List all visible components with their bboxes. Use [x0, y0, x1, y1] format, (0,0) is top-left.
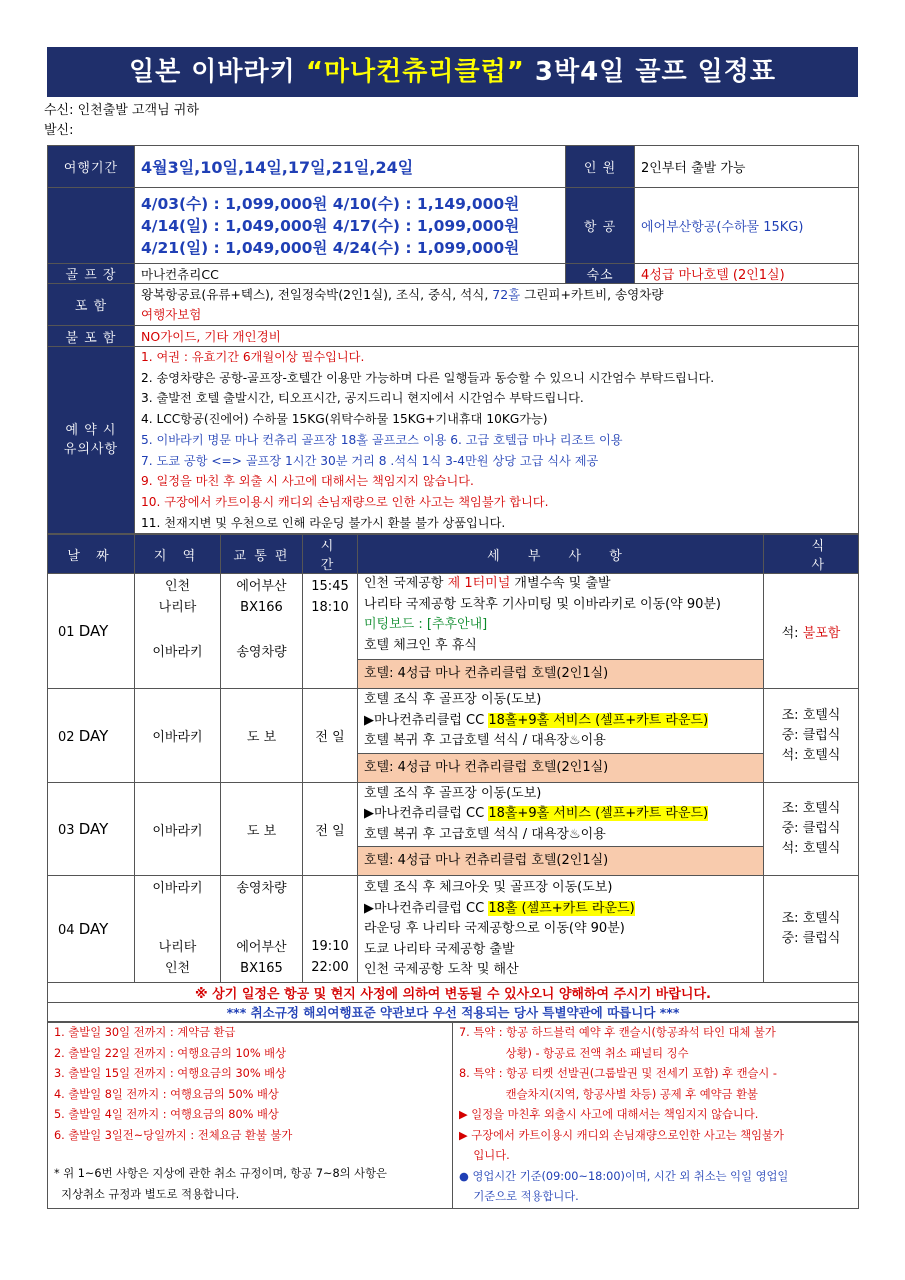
- note-item: 10. 구장에서 카트이용시 캐디외 손님재량으로 인한 사고는 책임불가 합니다.: [141, 494, 549, 509]
- transport-bottom: 송영차량: [236, 645, 287, 661]
- golf-line: ▶마나컨츄리클럽 CC 18홀+9홀 서비스 (셀프+카트 라운드): [364, 712, 709, 728]
- cancel-rule: 캔슬차지(지역, 항공사별 차등) 공제 후 예약금 환불: [459, 1087, 758, 1101]
- cancel-note: 지상취소 규정과 별도로 적용합니다.: [54, 1187, 240, 1201]
- cancel-rule: 6. 출발일 3일전~당일까지 : 전체요금 환불 불가: [54, 1128, 293, 1142]
- price-row: 4/03(수) : 1,099,000원 4/10(수) : 1,149,000원: [141, 194, 520, 213]
- cancel-rule: 2. 출발일 22일 전까지 : 여행요금의 10% 배상: [54, 1046, 286, 1060]
- note-item: 2. 송영차량은 공항-골프장-호텔간 이용만 가능하며 다른 일행들과 동승할 수 있으니 시간엄수 부탁드립니다.: [141, 370, 715, 385]
- cancel-rule: 상황) - 항공료 전액 취소 패널티 징수: [459, 1046, 689, 1060]
- incl-holes: 72홀: [492, 286, 521, 302]
- region-cell: [135, 574, 221, 689]
- region-top: 인천 나리타: [158, 579, 197, 616]
- detail-cell: [358, 782, 764, 876]
- transport-cell: [221, 876, 303, 983]
- transport-cell: 도 보: [221, 689, 303, 783]
- detail-line: 인천 국제공항 도착 및 해산: [364, 962, 519, 978]
- hotel-line: 호텔: 4성급 마나 컨츄리클럽 호텔(2인1실): [358, 659, 763, 688]
- incl-value: [135, 284, 859, 326]
- meeting-board: 미팅보드 : [추후안내]: [364, 617, 488, 633]
- cancel-rule: ● 영업시간 기준(09:00~18:00)이며, 시간 외 취소는 익일 영업일: [459, 1169, 789, 1183]
- day-number: 03 DAY: [48, 782, 135, 876]
- detail-line: 호텔 체크인 후 휴식: [364, 637, 477, 653]
- stay-value: 4성급 마나호텔 (2인1실): [635, 264, 859, 284]
- cancel-rule: 3. 출발일 15일 전까지 : 여행요금의 30% 배상: [54, 1067, 286, 1081]
- detail-line: 호텔 조식 후 골프장 이동(도보): [364, 785, 542, 801]
- detail-line: 나리타 국제공항 도착후 기사미팅 및 이바라키로 이동(약 90분): [364, 596, 722, 612]
- cancel-rule: 7. 특약 : 항공 하드블럭 예약 후 캔슬시(항공좌석 타인 대체 불가: [459, 1026, 776, 1040]
- day-row: [48, 689, 859, 783]
- cancel-note: * 위 1~6번 사항은 지상에 관한 취소 규정이며, 항공 7~8의 사항은: [54, 1167, 387, 1181]
- cancel-rule: 4. 출발일 8일 전까지 : 여행요금의 50% 배상: [54, 1087, 279, 1101]
- col-detail: 세 부 사 항: [358, 535, 764, 574]
- region-cell: 이바라키: [135, 689, 221, 783]
- time-cell: 19:10 22:00: [303, 876, 358, 983]
- transport-top: 송영차량: [236, 881, 287, 897]
- transport-top: 에어부산 BX166: [236, 579, 287, 616]
- col-transport: 교 통 편: [221, 535, 303, 574]
- stay-label: 숙소: [566, 264, 635, 284]
- detail-cell: [358, 574, 764, 689]
- cancel-title: *** 취소규정 해외여행표준 약관보다 우선 적용되는 당사 특별약관에 따릅니다 ***: [48, 1003, 859, 1022]
- cancel-rule: 5. 출발일 4일 전까지 : 여행요금의 80% 배상: [54, 1108, 279, 1122]
- excl-value: NO가이드, 기타 개인경비: [135, 326, 859, 347]
- sender: 발신:: [44, 123, 74, 138]
- document: [44, 47, 858, 1209]
- region-cell: 이바라키: [135, 782, 221, 876]
- note-item: 1. 여권 : 유효기간 6개월이상 필수입니다.: [141, 350, 365, 364]
- hotel-line: 호텔: 4성급 마나 컨츄리클럽 호텔(2인1실): [358, 753, 763, 782]
- period-label: 여행기간: [48, 146, 135, 188]
- region-top: 이바라키: [152, 881, 203, 897]
- time-cell: 전 일: [303, 782, 358, 876]
- col-time: 시 간: [303, 535, 358, 574]
- price-label-cell: [48, 188, 135, 264]
- time-cell: 15:45 18:10: [303, 574, 358, 689]
- detail-cell: [358, 876, 764, 983]
- schedule-table: [47, 534, 859, 1022]
- golf-line: ▶마나컨츄리클럽 CC 18홀+9홀 서비스 (셀프+카트 라운드): [364, 806, 709, 822]
- day-row: [48, 876, 859, 983]
- detail-cell: [358, 689, 764, 783]
- notes-label-line: 예 약 시: [65, 423, 117, 439]
- col-date: 날 짜: [48, 535, 135, 574]
- note-item: 4. LCC항공(진에어) 수하물 15KG(위탁수하물 15KG+기내휴대 10KG가능): [141, 412, 548, 427]
- meal-cell: 조: 호텔식 중: 클럽식 석: 호텔식: [764, 689, 859, 783]
- hotel-line: 호텔: 4성급 마나 컨츄리클럽 호텔(2인1실): [358, 846, 763, 875]
- col-region: 지 역: [135, 535, 221, 574]
- golf-label: 골 프 장: [48, 264, 135, 284]
- detail-line: 인천 국제공항 제 1터미널 개별수속 및 출발: [364, 576, 611, 592]
- cancel-rule: ▶ 일정을 마친후 외출시 사고에 대해서는 책임지지 않습니다.: [459, 1108, 759, 1122]
- col-meal: 식 사: [764, 535, 859, 574]
- note-item: 11. 천재지변 및 우천으로 인해 라운딩 불가시 환불 불가 상품입니다.: [141, 515, 506, 530]
- incl-insurance: 여행자보험: [141, 306, 202, 322]
- recipient: 수신: 인천출발 고객님 귀하: [44, 103, 199, 118]
- note-item: 5. 이바라키 명문 마나 컨츄리 골프장 18홀 골프코스 이용 6. 고급 호텔급 마나 리조트 이용: [141, 432, 623, 447]
- cancel-rule: 입니다.: [459, 1149, 510, 1163]
- people-value: 2인부터 출발 가능: [635, 146, 859, 188]
- meal-cell: 조: 호텔식 중: 클럽식: [764, 876, 859, 983]
- note-item: 3. 출발전 호텔 출발시간, 티오프시간, 공지드리니 현지에서 시간엄수 부탁드립니다.: [141, 391, 584, 406]
- cancel-right: [453, 1023, 859, 1209]
- cancel-rule: 1. 출발일 30일 전까지 : 계약금 환급: [54, 1026, 236, 1040]
- people-label: 인 원: [566, 146, 635, 188]
- time-cell: 전 일: [303, 689, 358, 783]
- golf-value: 마나컨츄리CC: [135, 264, 566, 284]
- cancel-rule: 8. 특약 : 항공 티켓 선발권(그룹발권 및 전세기 포함) 후 캔슬시 -: [459, 1067, 777, 1081]
- cancel-rule: ▶ 구장에서 카트이용시 캐디외 손님재량으로인한 사고는 책임불가: [459, 1128, 784, 1142]
- notes-label: [48, 347, 135, 534]
- schedule-header: [48, 535, 859, 574]
- region-bottom: 나리타 인천: [158, 940, 197, 977]
- meal-cell: 조: 호텔식 중: 클럽식 석: 호텔식: [764, 782, 859, 876]
- detail-line: 호텔 조식 후 골프장 이동(도보): [364, 692, 542, 708]
- period-value: 4월3일,10일,14일,17일,21일,24일: [135, 146, 566, 188]
- meal-cell: 석: 불포함: [764, 574, 859, 689]
- price-list: [135, 188, 566, 264]
- air-value: 에어부산항공(수하물 15KG): [635, 188, 859, 264]
- day-number: 02 DAY: [48, 689, 135, 783]
- title-highlight: “마나컨츄리클럽”: [305, 57, 525, 87]
- title-prefix: 일본 이바라키: [129, 57, 306, 87]
- price-row: 4/21(일) : 1,049,000원 4/24(수) : 1,099,000원: [141, 238, 520, 257]
- document-title: [47, 47, 858, 97]
- schedule-warning: ※ 상기 일정은 항공 및 현지 사정에 의하여 변동될 수 있사오니 양해하여 주시기 바랍니다.: [48, 983, 859, 1003]
- day-row: [48, 574, 859, 689]
- transport-cell: [221, 574, 303, 689]
- excl-label: 불 포 함: [48, 326, 135, 347]
- cancel-rule: 기준으로 적용합니다.: [459, 1190, 579, 1204]
- detail-line: 라운딩 후 나리타 국제공항으로 이동(약 90분): [364, 921, 625, 937]
- notes-list: [135, 347, 859, 534]
- detail-line: 호텔 조식 후 체크아웃 및 골프장 이동(도보): [364, 880, 613, 896]
- incl-text: 그린피+카트비, 송영차량: [520, 286, 664, 302]
- price-row: 4/14(일) : 1,049,000원 4/17(수) : 1,099,000원: [141, 216, 520, 235]
- recipient-block: [44, 101, 858, 141]
- detail-line: 호텔 복귀 후 고급호텔 석식 / 대욕장♨이용: [364, 733, 606, 749]
- day-row: [48, 782, 859, 876]
- region-bottom: 이바라키: [152, 645, 203, 661]
- detail-line: 호텔 복귀 후 고급호텔 석식 / 대욕장♨이용: [364, 826, 606, 842]
- cancel-policy: [47, 1022, 859, 1209]
- note-item: 7. 도쿄 공항 <=> 골프장 1시간 30분 거리 8 .석식 1식 3-4만원 상당 고급 식사 제공: [141, 453, 599, 468]
- title-suffix: 3박4일 골프 일정표: [524, 57, 776, 87]
- note-item: 9. 일정을 마친 후 외출 시 사고에 대해서는 책임지지 않습니다.: [141, 474, 474, 489]
- incl-label: 포 함: [48, 284, 135, 326]
- golf-line: ▶마나컨츄리클럽 CC 18홀 (셀프+카트 라운드): [364, 900, 635, 916]
- transport-cell: 도 보: [221, 782, 303, 876]
- incl-text: 왕복항공료(유류+텍스), 전일정숙박(2인1실), 조식, 중식, 석식,: [141, 286, 493, 302]
- day-number: 01 DAY: [48, 574, 135, 689]
- region-cell: [135, 876, 221, 983]
- detail-line: 도쿄 나리타 국제공항 출발: [364, 941, 515, 957]
- notes-label-line: 유의사항: [63, 442, 119, 458]
- cancel-left: [48, 1023, 453, 1209]
- info-table: [47, 145, 859, 534]
- transport-bottom: 에어부산 BX165: [236, 940, 287, 977]
- air-label: 항 공: [566, 188, 635, 264]
- day-number: 04 DAY: [48, 876, 135, 983]
